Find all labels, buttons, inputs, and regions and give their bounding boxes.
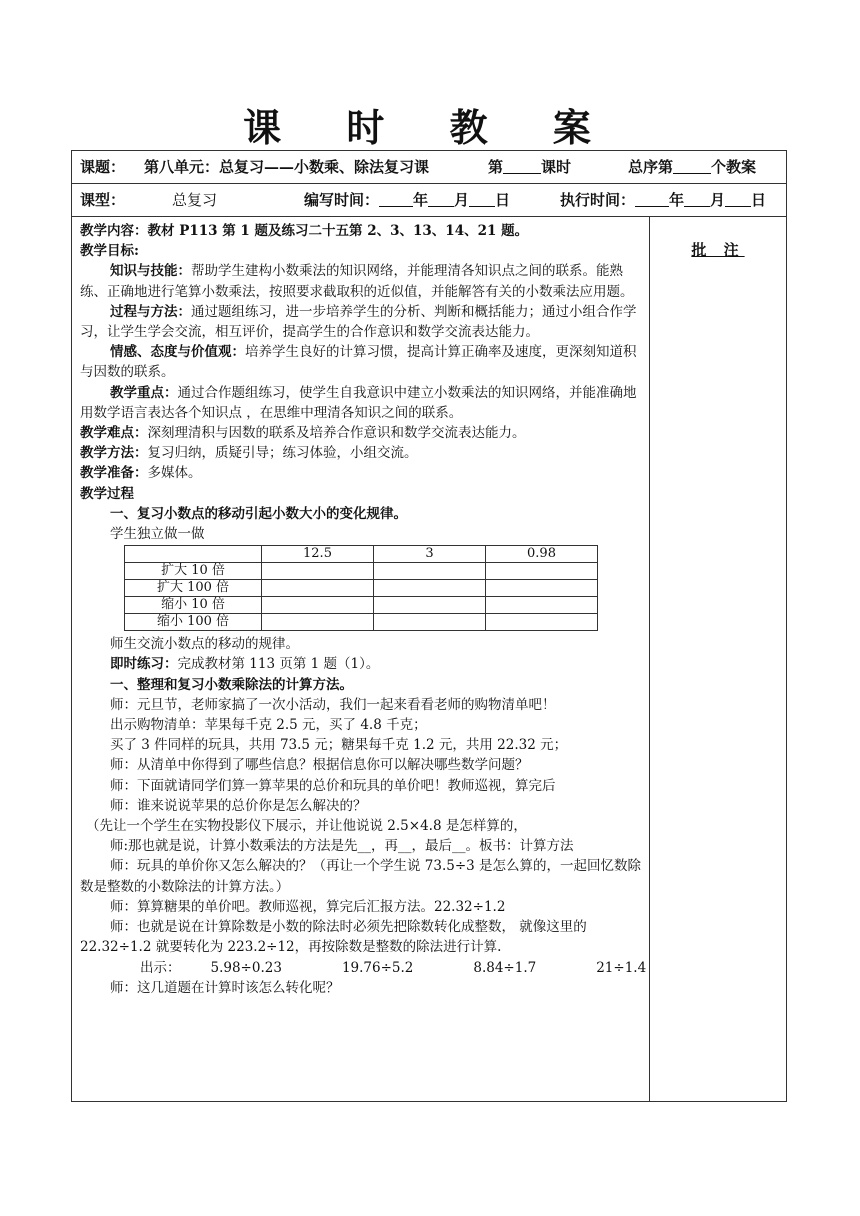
table-row-label: 扩大 100 倍 xyxy=(125,580,262,597)
exec-month-blank xyxy=(684,188,710,207)
table-row-label: 缩小 100 倍 xyxy=(125,614,262,631)
convert-line: 师：也就是说在计算除数是小数的除法时必须先把除数转化成整数， 就像这里的 22.32÷1.2 就要转化为 223.2÷12，再按除数是整数的除法进行计算. xyxy=(80,919,587,956)
key-label: 教学重点： xyxy=(110,384,178,401)
topic-value: 第八单元：总复习——小数乘、除法复习课 xyxy=(144,158,430,176)
written-year-label: 年 xyxy=(413,191,429,209)
table-header-cell: 3 xyxy=(374,546,486,563)
goal-process xyxy=(80,302,643,342)
emotion-label: 情感、态度与价值观： xyxy=(110,344,245,361)
prep-label: 教学准备： xyxy=(80,465,148,482)
dialogue-line: 出示购物清单：苹果每千克 2.5 元，买了 4.8 千克； xyxy=(110,717,427,734)
table-row xyxy=(125,597,598,614)
show-label: 出示： xyxy=(140,959,181,976)
division-item: 8.84÷1.7 xyxy=(473,959,537,976)
table-row-label: 缩小 10 倍 xyxy=(125,597,262,614)
dialogue-line: 买了 3 件同样的玩具，共用 73.5 元；糖果每千克 1.2 元，共用 22.32 元； xyxy=(110,737,568,754)
teaching-key-point xyxy=(80,383,643,423)
teaching-method xyxy=(80,443,643,463)
dialogue-line: 师:那也就是说，计算小数乘法的方法是先__，再__，最后__。板书：计算方法 xyxy=(110,838,574,855)
written-month-label: 月 xyxy=(454,191,470,209)
table-header-row xyxy=(125,546,598,563)
dialogue-line: 师：元旦节，老师家搞了一次小活动，我们一起来看看老师的购物清单吧！ xyxy=(110,696,556,713)
exec-year-label: 年 xyxy=(669,191,685,209)
lesson-suffix: 课时 xyxy=(541,158,572,176)
goal-emotion xyxy=(80,342,643,382)
written-label: 编写时间： xyxy=(304,191,380,209)
exec-month-label: 月 xyxy=(710,191,726,209)
teaching-content: 教学内容：教材 P113 第 1 题及练习二十五第 2、3、13、14、21 题。 xyxy=(80,223,529,239)
exec-day-label: 日 xyxy=(751,191,767,209)
written-day-blank xyxy=(469,188,495,207)
table-header-cell xyxy=(125,546,262,563)
header-row-type xyxy=(72,184,786,217)
method-label: 教学方法： xyxy=(80,445,148,462)
key-text: 通过合作题组练习，使学生自我意识中建立小数乘法的知识网络，并能准确地用数学语言表达各个知识点 ，在思维中理清各知识之间的联系。 xyxy=(80,384,637,421)
lesson-number-blank xyxy=(503,155,541,174)
teaching-preparation xyxy=(80,463,643,483)
toy-price-line: 师：玩具的单价你又怎么解决的？（再让一个学生说 73.5÷3 是怎么算的，一起回忆数除数是整数的小数除法的计算方法。） xyxy=(80,858,642,895)
page-title: 课 时 教 案 xyxy=(243,105,617,150)
table-row xyxy=(125,563,598,580)
table-row xyxy=(125,580,598,597)
table-header-cell: 12.5 xyxy=(262,546,374,563)
method-text: 复习归纳，质疑引导；练习体验，小组交流。 xyxy=(147,445,418,462)
table-cell xyxy=(374,580,486,597)
total-prefix: 总序第 xyxy=(628,158,674,176)
table-cell xyxy=(486,563,598,580)
instant-practice xyxy=(80,654,643,674)
candy-price-line: 师：算算糖果的单价吧。教师巡视，算完后汇报方法。22.32÷1.2 xyxy=(110,898,506,915)
written-year-blank xyxy=(379,188,413,207)
section-1-after: 师生交流小数点的移动的规律。 xyxy=(110,636,299,653)
last-line: 师：这几道题在计算时该怎么转化呢？ xyxy=(110,979,340,996)
total-suffix: 个教案 xyxy=(711,158,757,176)
divisions-line xyxy=(80,958,647,978)
goal-knowledge xyxy=(80,261,643,301)
teaching-difficulty xyxy=(80,423,643,443)
table-cell xyxy=(262,563,374,580)
lesson-plan-table xyxy=(71,150,787,1102)
practice-text: 完成教材第 113 页第 1 题（1）。 xyxy=(177,656,380,673)
division-item: 21÷1.4 xyxy=(596,959,647,976)
table-cell xyxy=(486,614,598,631)
table-row-label: 扩大 10 倍 xyxy=(125,563,262,580)
division-item: 19.76÷5.2 xyxy=(341,959,414,976)
exec-date-field xyxy=(560,184,766,217)
table-cell xyxy=(486,580,598,597)
section-1-title: 一、复习小数点的移动引起小数大小的变化规律。 xyxy=(110,505,407,522)
total-number-field xyxy=(628,151,756,184)
practice-label: 即时练习： xyxy=(110,656,178,673)
type-label: 课型： xyxy=(80,191,126,209)
knowledge-text: 帮助学生建构小数乘法的知识网络，并能理清各知识点之间的联系。能熟练、正确地进行笔算小数乘法，按照要求截取积的近似值，并能解答有关的小数乘法应用题。 xyxy=(80,263,634,300)
table-header-cell: 0.98 xyxy=(486,546,598,563)
type-value: 总复习 xyxy=(172,191,218,209)
table-cell xyxy=(262,580,374,597)
lesson-prefix: 第 xyxy=(488,158,504,176)
written-month-blank xyxy=(428,188,454,207)
dialogue-line: 师：从清单中你得到了哪些信息？根据信息你可以解决哪些数学问题？ xyxy=(110,757,529,774)
emotion-text: 培养学生良好的计算习惯，提高计算正确率及速度，更深刻知道积与因数的联系。 xyxy=(80,344,637,381)
table-cell xyxy=(374,563,486,580)
topic-label: 课题： xyxy=(80,158,126,176)
lesson-number-field xyxy=(488,151,571,184)
dialogue-line: 师：下面就请同学们算一算苹果的总价和玩具的单价吧！教师巡视，算完后 xyxy=(110,777,556,794)
written-date-field xyxy=(304,184,510,217)
exec-label: 执行时间： xyxy=(560,191,636,209)
exec-day-blank xyxy=(725,188,751,207)
table-cell xyxy=(262,614,374,631)
process-text: 通过题组练习，进一步培养学生的分析、判断和概括能力；通过小组合作学习，让学生学会交流，相互评价，提高学生的合作意识和数学交流表达能力。 xyxy=(80,303,637,341)
table-cell xyxy=(374,614,486,631)
exec-year-blank xyxy=(635,188,669,207)
total-number-blank xyxy=(673,155,711,174)
written-day-label: 日 xyxy=(495,191,511,209)
annotation-title: 批 注 xyxy=(691,241,745,259)
knowledge-label: 知识与技能： xyxy=(110,263,191,280)
table-row xyxy=(125,614,598,631)
lesson-content xyxy=(72,217,650,1101)
process-label: 过程与方法： xyxy=(110,303,191,320)
table-cell xyxy=(486,597,598,614)
table-cell xyxy=(262,597,374,614)
decimal-point-table xyxy=(124,545,598,631)
table-cell xyxy=(374,597,486,614)
prep-text: 多媒体。 xyxy=(147,465,202,482)
dialogue-line: 师：谁来说说苹果的总价你是怎么解决的？ xyxy=(110,797,367,814)
section-1-intro: 学生独立做一做 xyxy=(110,526,205,543)
header-row-topic xyxy=(72,151,786,184)
goals-heading: 教学目标: xyxy=(80,243,139,260)
difficulty-text: 深刻理清积与因数的联系及培养合作意识和数学交流表达能力。 xyxy=(147,425,526,442)
difficulty-label: 教学难点： xyxy=(80,425,148,442)
section-2-title: 一、整理和复习小数乘除法的计算方法。 xyxy=(110,676,353,693)
division-item: 5.98÷0.23 xyxy=(210,959,282,976)
process-heading: 教学过程 xyxy=(80,485,134,502)
annotation-column xyxy=(650,217,786,1101)
dialogue-line: （先让一个学生在实物投影仪下展示，并让他说说 2.5×4.8 是怎样算的， xyxy=(86,818,527,835)
